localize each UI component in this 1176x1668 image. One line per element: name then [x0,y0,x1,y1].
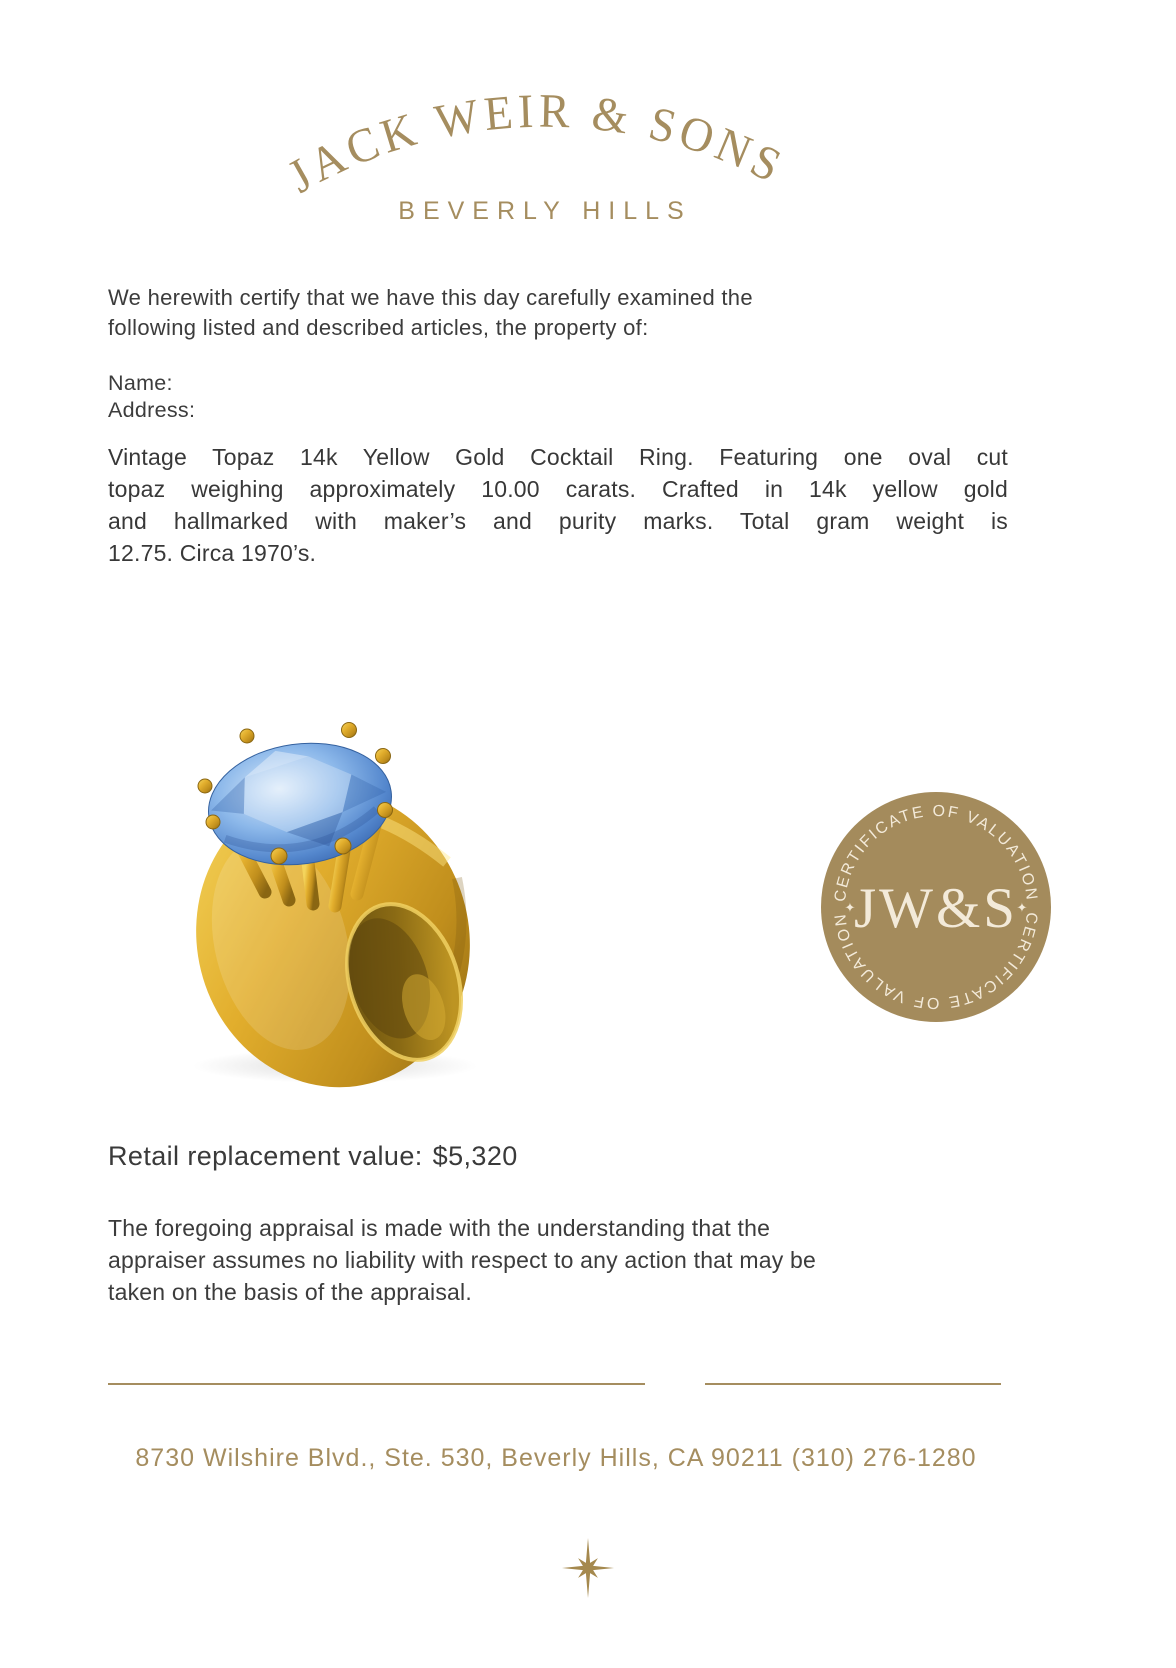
star-shape [562,1538,614,1598]
certify-statement [108,283,753,343]
seal-ring-text-top: CERTIFICATE OF VALUATION [831,802,1041,903]
retail-value-label: Retail replacement value: [108,1141,423,1171]
retail-value-amount: $5,320 [432,1141,518,1171]
description-line: topaz weighing approximately 10.00 carats. Crafted in 14k yellow gold [108,476,1008,502]
seal-sparkle-right-icon: ✦ [1016,901,1028,916]
description-line: 12.75. Circa 1970’s. [108,540,317,566]
name-label: Name: [108,371,173,395]
disclaimer-line: The foregoing appraisal is made with the understanding that the [108,1215,771,1241]
footer-star-icon [556,1536,620,1600]
seal-sparkle-left-icon: ✦ [844,901,856,916]
signature-line-right [705,1383,1001,1385]
certify-line: We herewith certify that we have this day carefully examined the [108,285,753,310]
ring-photo [183,712,485,1090]
disclaimer-text [108,1212,816,1308]
brand-arc-text: JACK WEIR & SONS [279,84,795,204]
disclaimer-line: appraiser assumes no liability with respect to any action that may be [108,1247,816,1273]
address-label: Address: [108,398,196,422]
seal-monogram: JW&S [853,877,1019,940]
owner-fields [108,370,195,424]
description-line: Vintage Topaz 14k Yellow Gold Cocktail Ring. Featuring one oval cut [108,444,1008,470]
footer-address: 8730 Wilshire Blvd., Ste. 530, Beverly Hills, CA 90211 (310) 276-1280 [135,1444,977,1472]
valuation-seal [818,789,1054,1025]
seal-ring-text-bottom: CERTIFICATE OF VALUATION [831,911,1041,1012]
description-line: and hallmarked with maker’s and purity marks. Total gram weight is [108,508,1008,534]
brand-logo-arc [245,66,845,218]
item-description [108,441,1008,569]
certify-line: following listed and described articles, the property of: [108,315,649,340]
disclaimer-line: taken on the basis of the appraisal. [108,1279,472,1305]
retail-value-line [108,1141,518,1172]
signature-line-left [108,1383,645,1385]
brand-subtitle: BEVERLY HILLS [398,197,692,225]
